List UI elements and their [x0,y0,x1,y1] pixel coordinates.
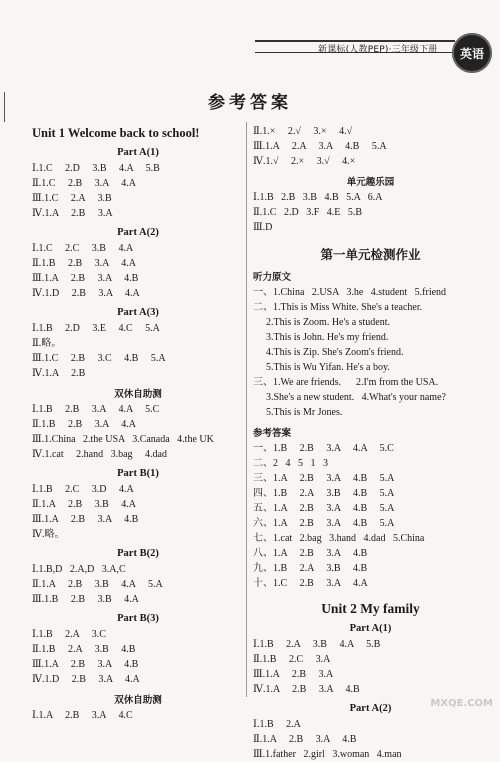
answer-line: 十、1.C 2.B 3.A 4.A [253,578,368,589]
answer-line: Ⅲ.1.A 2.B 3.A 4.B [32,659,139,670]
answer-line: 六、1.A 2.B 3.A 4.B 5.A [253,518,395,529]
answer-line: Ⅱ.1.× 2.√ 3.× 4.√ [253,126,353,137]
answer-line: 九、1.B 2.A 3.B 4.B [253,563,368,574]
answer-line: Ⅰ.1.C 2.D 3.B 4.A 5.B [32,163,160,174]
part-heading: Part A(3) [117,307,159,318]
answer-line: 三、1.We are friends. 2.I'm from the USA. [253,377,439,388]
right-answer-list [253,124,488,762]
answer-line: 3.She's a new student. 4.What's your name? [266,392,446,403]
answer-line: Ⅱ.略。 [32,338,62,349]
answer-line: Ⅳ.1.√ 2.× 3.√ 4.× [253,156,356,167]
answer-line: 4.This is Zip. She's Zoom's friend. [266,347,404,358]
answer-line: 二、1.This is Miss White. She's a teacher. [253,302,423,313]
answer-line: 一、1.China 2.USA 3.he 4.student 5.friend [253,287,447,298]
answer-line: Ⅲ.1.A 2.B 3.A 4.B [32,273,139,284]
right-column [253,124,488,762]
answer-line: Ⅳ.1.cat 2.hand 3.bag 4.dad [32,449,167,460]
section-heading: 双休自助测 [114,695,162,706]
answer-line: Ⅱ.1.B 2.A 3.B 4.B [32,644,136,655]
answer-line: Ⅳ.1.A 2.B [32,368,86,379]
answer-line: 二、2 4 5 1 3 [253,458,328,469]
answer-line: Ⅰ.1.B 2.A 3.B 4.A 5.B [253,639,381,650]
answer-line: Ⅲ.1.C 2.B 3.C 4.B 5.A [32,353,166,364]
section-heading: 参考答案 [253,428,292,439]
answer-line: Ⅲ.1.A 2.A 3.A 4.B 5.A [253,141,387,152]
answer-line: Ⅳ.1.A 2.B 3.A 4.B [253,684,360,695]
answer-line: 八、1.A 2.B 3.A 4.B [253,548,368,559]
answer-line: Ⅲ.D [253,222,273,233]
part-heading: Part A(2) [349,703,392,714]
part-heading: Part B(1) [117,468,159,479]
part-heading: Part B(3) [117,613,159,624]
answer-line: Ⅰ.1.B 2.B 3.B 4.B 5.A 6.A [253,192,383,203]
answer-line: Ⅱ.1.B 2.C 3.A [253,654,331,665]
answer-line: Ⅱ.1.C 2.D 3.F 4.E 5.B [253,207,363,218]
part-heading: Part B(2) [117,548,159,559]
left-answer-list [32,147,244,723]
answer-line: Ⅰ.1.C 2.C 3.B 4.A [32,243,134,254]
answer-line: Ⅲ.1.China 2.the USA 3.Canada 4.the UK [32,434,214,445]
answer-line: Ⅲ.1.A 2.B 3.A [253,669,334,680]
answer-line: Ⅳ.1.D 2.B 3.A 4.A [32,674,140,685]
answer-line: Ⅰ.1.B 2.A 3.C [32,629,106,640]
page-title: 参考答案 [208,93,292,113]
answer-line: Ⅲ.1.C 2.A 3.B [32,193,112,204]
answer-line: 四、1.B 2.A 3.B 4.B 5.A [253,488,395,499]
answer-line: Ⅰ.1.A 2.B 3.A 4.C [32,710,133,721]
left-column [32,120,244,723]
answer-line: Ⅰ.1.B,D 2.A,D 3.A,C [32,564,126,575]
answer-line: Ⅱ.1.A 2.B 3.A 4.B [253,734,357,745]
answer-line: Ⅱ.1.A 2.B 3.B 4.A 5.A [32,579,163,590]
unit-title: Unit 1 Welcome back to school! [32,126,200,140]
answer-line: 一、1.B 2.B 3.A 4.A 5.C [253,443,394,454]
part-heading: Part A(2) [117,227,159,238]
answer-line: Ⅲ.1.B 2.B 3.B 4.A [32,594,139,605]
answer-line: Ⅲ.1.father 2.girl 3.woman 4.man [253,749,402,760]
answer-line: 五、1.A 2.B 3.A 4.B 5.A [253,503,395,514]
answer-line: 七、1.cat 2.bag 3.hand 4.dad 5.China [253,533,425,544]
section-heading: 听力原文 [253,272,292,283]
answer-line: 2.This is Zoom. He's a student. [266,317,391,328]
answer-line: 5.This is Mr Jones. [266,407,343,418]
part-heading: Part A(1) [349,623,392,634]
answer-line: 5.This is Wu Yifan. He's a boy. [266,362,390,373]
answer-line: Ⅰ.1.B 2.D 3.E 4.C 5.A [32,323,160,334]
answer-line: Ⅱ.1.B 2.B 3.A 4.A [32,419,137,430]
test-title: 第一单元检测作业 [320,247,421,262]
answer-line: Ⅱ.1.C 2.B 3.A 4.A [32,178,137,189]
header-series-label: 新课标(人教PEP)·三年级下册 [318,45,438,55]
answer-line: 3.This is John. He's my friend. [266,332,389,343]
answer-line: Ⅱ.1.B 2.B 3.A 4.A [32,258,137,269]
section-heading: 单元趣乐园 [346,177,395,188]
answer-line: 三、1.A 2.B 3.A 4.B 5.A [253,473,395,484]
answer-line: Ⅳ.1.A 2.B 3.A [32,208,113,219]
answer-line: Ⅱ.1.A 2.B 3.B 4.A [32,499,137,510]
watermark: MXQE.COM [430,698,493,709]
column-divider [246,122,247,697]
answer-line: Ⅳ.1.D 2.B 3.A 4.A [32,288,140,299]
answer-line: Ⅰ.1.B 2.A [253,719,301,730]
part-heading: Part A(1) [117,147,159,158]
answer-line: Ⅲ.1.A 2.B 3.A 4.B [32,514,139,525]
unit-title: Unit 2 My family [321,601,420,616]
answer-line: Ⅳ.略。 [32,529,65,540]
subject-badge: 英语 [452,33,492,73]
answer-line: Ⅰ.1.B 2.B 3.A 4.A 5.C [32,404,160,415]
section-heading: 双休自助测 [114,389,162,400]
answer-line: Ⅰ.1.B 2.C 3.D 4.A [32,484,134,495]
